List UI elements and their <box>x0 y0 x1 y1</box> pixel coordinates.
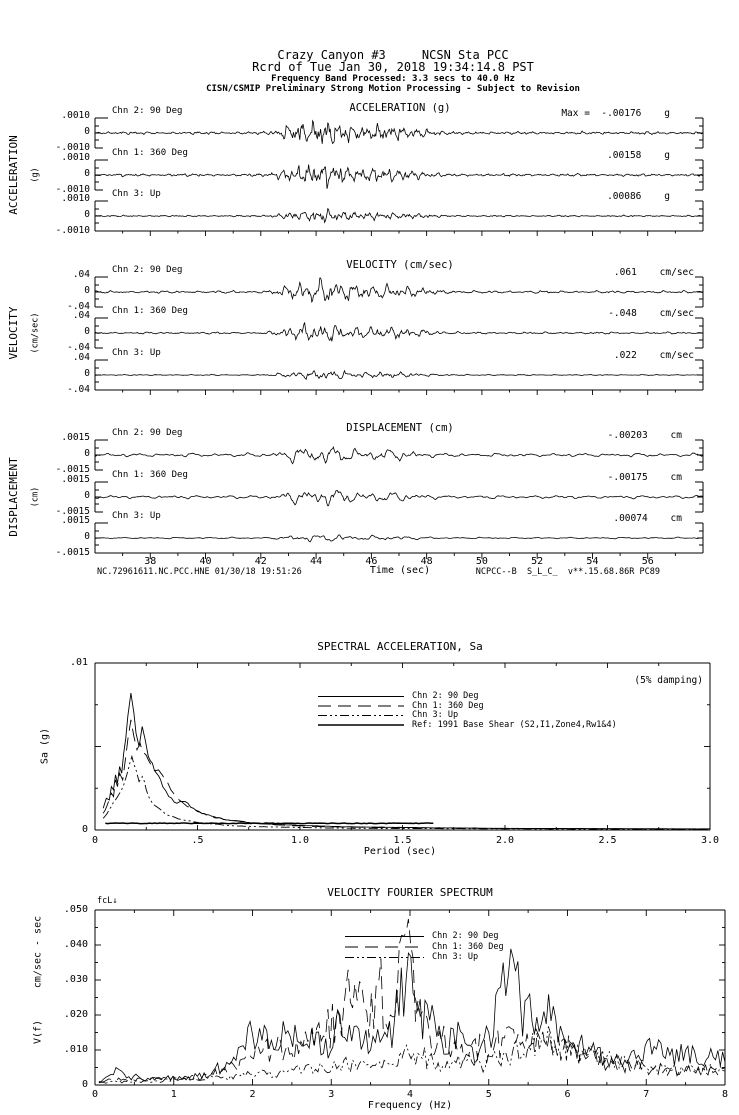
channel-label: Chn 3: Up <box>112 189 161 199</box>
fourier-x-tick-label: 5 <box>485 1089 492 1100</box>
time-tick-label: 50 <box>475 556 488 567</box>
peak-value-label: -.00203 cm <box>607 430 682 441</box>
sa-y-tick-label: 0 <box>81 824 88 835</box>
time-tick-label: 56 <box>641 556 654 567</box>
sa-x-tick-label: 1.0 <box>290 835 310 846</box>
fourier-y-tick-label: 0 <box>81 1079 88 1090</box>
fourier-x-tick-label: 4 <box>406 1089 414 1100</box>
scale-tick-label: 0 <box>84 168 90 179</box>
sa-damping-annotation: (5% damping) <box>634 675 703 686</box>
sa-y-tick-label: .01 <box>69 657 88 668</box>
peak-value-label: -.048 cm/sec <box>608 308 694 319</box>
fourier-y-tick-label: .040 <box>63 939 88 950</box>
section-title: ACCELERATION (g) <box>349 102 451 114</box>
scale-tick-label: 0 <box>84 448 90 459</box>
scale-tick-label: 0 <box>84 126 90 137</box>
peak-value-label: .00158 g <box>607 150 670 161</box>
peak-value-label: -.00175 cm <box>607 472 682 483</box>
section-title: DISPLACEMENT (cm) <box>346 422 454 434</box>
sa-series-2 <box>103 757 710 830</box>
channel-label: Chn 2: 90 Deg <box>112 428 183 438</box>
scale-tick-label: -.04 <box>67 384 90 395</box>
scale-tick-label: -.0010 <box>55 142 90 153</box>
channel-label: Chn 1: 360 Deg <box>112 470 188 480</box>
fourier-x-axis-label: Frequency (Hz) <box>367 1100 453 1111</box>
channel-label: Chn 2: 90 Deg <box>112 265 183 275</box>
section-side-label: DISPLACEMENT <box>6 457 20 537</box>
sa-x-tick-label: 1.5 <box>393 835 412 846</box>
scale-tick-label: 0 <box>84 326 90 337</box>
legend-entry-label: Chn 1: 360 Deg <box>412 700 484 711</box>
trace-acceleration-ch0 <box>95 121 703 144</box>
sa-series-3 <box>105 823 433 824</box>
scale-tick-label: .0010 <box>61 193 90 204</box>
section-side-label: VELOCITY <box>6 306 20 360</box>
time-tick-label: 54 <box>586 556 599 567</box>
fourier-low-cutoff-annotation: fcL↓ <box>97 896 118 906</box>
scale-tick-label: .04 <box>72 310 90 321</box>
channel-label: Chn 2: 90 Deg <box>112 106 183 116</box>
scale-tick-label: .0015 <box>61 432 90 443</box>
processing-code-footer: NCPCC--B S_L_C_ v**.15.68.86R PC89 <box>475 567 660 577</box>
fourier-series-1 <box>99 919 725 1082</box>
fourier-x-tick-label: 1 <box>170 1089 177 1100</box>
trace-velocity-ch2 <box>95 371 703 380</box>
time-tick-label: 40 <box>199 556 212 567</box>
section-side-unit: (g) <box>30 167 41 183</box>
scale-tick-label: 0 <box>84 285 90 296</box>
scale-tick-label: 0 <box>84 490 90 501</box>
fourier-y-axis-unit-label: cm/sec - sec <box>32 915 44 989</box>
sa-x-tick-label: 2.0 <box>495 835 515 846</box>
fourier-series-2 <box>99 1026 725 1083</box>
sa-x-axis-label: Period (sec) <box>363 846 437 857</box>
sa-chart-title: SPECTRAL ACCELERATION, Sa <box>317 640 483 653</box>
scale-tick-label: .0010 <box>61 152 90 163</box>
scale-tick-label: .0015 <box>61 515 90 526</box>
record-id-footer: NC.72961611.NC.PCC.HNE 01/30/18 19:51:26 <box>97 567 302 577</box>
sa-x-tick-label: 3.0 <box>700 835 720 846</box>
scale-tick-label: .0010 <box>61 110 90 121</box>
processing-disclaimer-line: CISN/CSMIP Preliminary Strong Motion Processing - Subject to Revision <box>206 84 580 94</box>
legend-entry-label: Chn 2: 90 Deg <box>432 931 499 941</box>
section-side-unit: (cm) <box>30 486 41 508</box>
sa-x-tick-label: .5 <box>191 835 204 846</box>
time-tick-label: 46 <box>365 556 378 567</box>
legend-entry-label: Ref: 1991 Base Shear (S2,I1,Zone4,Rw1&4) <box>412 719 617 730</box>
channel-label: Chn 1: 360 Deg <box>112 148 188 158</box>
station-title: Crazy Canyon #3 NCSN Sta PCC <box>277 48 509 62</box>
sa-series-0 <box>103 693 710 829</box>
scale-tick-label: .0015 <box>61 474 90 485</box>
peak-value-label: .061 cm/sec <box>613 267 694 278</box>
peak-value-label: .00074 cm <box>613 513 682 524</box>
fourier-y-tick-label: .050 <box>63 904 88 915</box>
scale-tick-label: -.04 <box>67 342 90 353</box>
scale-tick-label: 0 <box>84 531 90 542</box>
fourier-x-tick-label: 3 <box>328 1089 335 1100</box>
peak-value-label: Max = -.00176 g <box>561 108 670 119</box>
scale-tick-label: -.0015 <box>55 464 90 475</box>
trace-acceleration-ch2 <box>95 209 703 223</box>
time-tick-label: 42 <box>254 556 267 567</box>
channel-label: Chn 3: Up <box>112 348 161 358</box>
section-side-unit: (cm/sec) <box>30 312 41 354</box>
legend-entry-label: Chn 3: Up <box>432 952 479 962</box>
trace-velocity-ch1 <box>95 322 703 341</box>
fourier-x-tick-label: 7 <box>643 1089 650 1100</box>
trace-velocity-ch0 <box>95 278 703 302</box>
channel-label: Chn 1: 360 Deg <box>112 306 188 316</box>
time-tick-label: 52 <box>531 556 544 567</box>
trace-displacement-ch1 <box>95 491 703 506</box>
fourier-y-tick-label: .030 <box>63 974 88 985</box>
fourier-series-0 <box>99 949 725 1082</box>
sa-y-axis-label: Sa (g) <box>39 727 51 765</box>
scale-tick-label: -.04 <box>67 301 90 312</box>
time-tick-label: 48 <box>420 556 433 567</box>
fourier-y-tick-label: .010 <box>63 1044 88 1055</box>
time-tick-label: 38 <box>144 556 157 567</box>
legend-entry-label: Chn 2: 90 Deg <box>412 691 479 701</box>
scale-tick-label: .04 <box>72 269 90 280</box>
section-title: VELOCITY (cm/sec) <box>346 259 454 271</box>
scale-tick-label: -.0010 <box>55 225 90 236</box>
scale-tick-label: -.0015 <box>55 506 90 517</box>
time-tick-label: 44 <box>310 556 323 567</box>
scale-tick-label: 0 <box>84 209 90 220</box>
scale-tick-label: .04 <box>72 352 90 363</box>
trace-acceleration-ch1 <box>95 165 703 189</box>
scale-tick-label: 0 <box>84 368 90 379</box>
fourier-y-tick-label: .020 <box>63 1009 88 1020</box>
sa-x-tick-label: 2.5 <box>598 835 617 846</box>
legend-entry-label: Chn 3: Up <box>412 710 459 720</box>
fourier-x-tick-label: 0 <box>91 1089 99 1100</box>
fourier-x-tick-label: 8 <box>721 1089 729 1100</box>
fourier-x-tick-label: 6 <box>564 1089 571 1100</box>
trace-displacement-ch0 <box>95 447 703 464</box>
peak-value-label: .00086 g <box>607 191 670 202</box>
fourier-x-tick-label: 2 <box>249 1089 256 1100</box>
fourier-chart-title: VELOCITY FOURIER SPECTRUM <box>327 886 493 899</box>
trace-displacement-ch2 <box>95 535 703 542</box>
frequency-band-line: Frequency Band Processed: 3.3 secs to 40.0 Hz <box>271 74 515 84</box>
scale-tick-label: -.0015 <box>55 547 90 558</box>
record-date-line: Rcrd of Tue Jan 30, 2018 19:34:14.8 PST <box>252 60 534 74</box>
channel-label: Chn 3: Up <box>112 511 161 521</box>
fourier-y-axis-label: V(f) <box>32 1019 44 1045</box>
scale-tick-label: -.0010 <box>55 184 90 195</box>
legend-entry-label: Chn 1: 360 Deg <box>432 941 504 952</box>
time-axis-label: Time (sec) <box>369 565 431 576</box>
sa-series-1 <box>103 720 710 829</box>
section-side-label: ACCELERATION <box>6 135 20 215</box>
sa-x-tick-label: 0 <box>91 835 99 846</box>
peak-value-label: .022 cm/sec <box>613 350 694 361</box>
